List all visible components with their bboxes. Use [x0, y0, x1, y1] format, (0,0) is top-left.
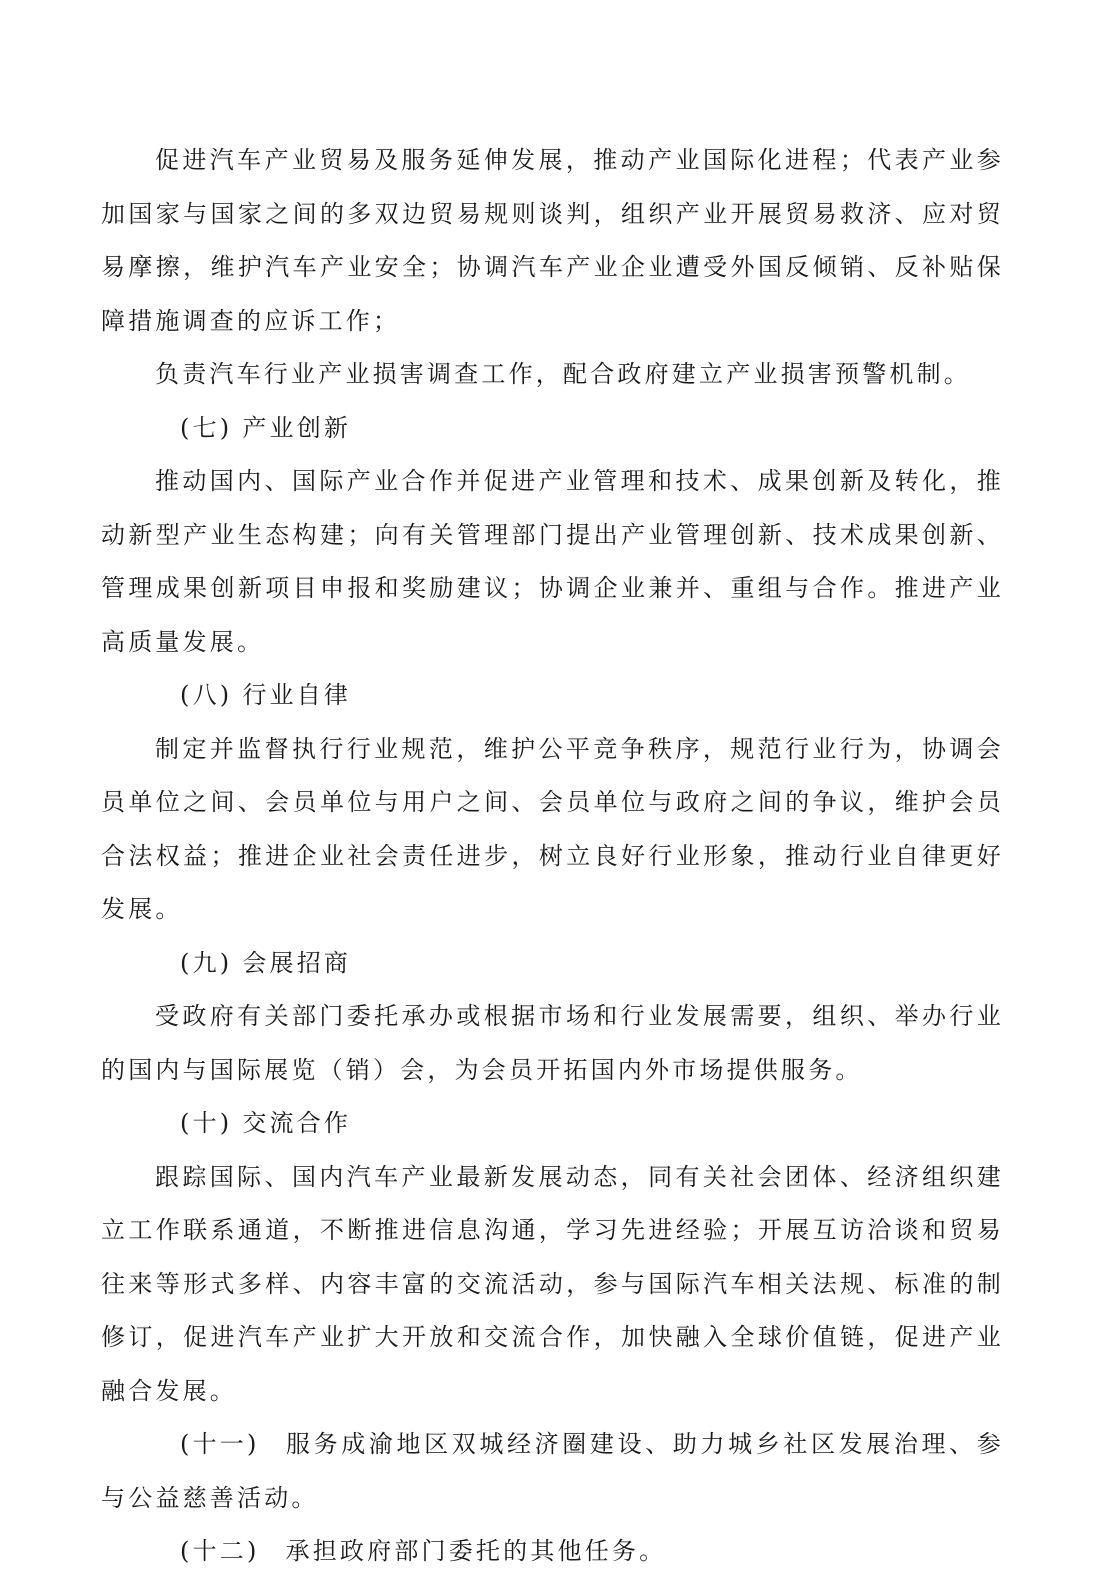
- paragraph-trade-development: 促进汽车产业贸易及服务延伸发展，推动产业国际化进程；代表产业参加国家与国家之间的多双边贸易规则谈判，组织产业开展贸易救济、应对贸易摩擦，维护汽车产业安全；协调汽车产业企业遭受外国反倾销、反补贴保障措施调查的应诉工作；: [101, 146, 1004, 335]
- section-title: 行业自律: [242, 681, 352, 709]
- paragraph-industry-self-discipline: 制定并监督执行行业规范，维护公平竞争秩序，规范行业行为，协调会员单位之间、会员单位与用户之间、会员单位与政府之间的争议，维护会员合法权益；推进企业社会责任进步，树立良好行业形象，推动行业自律更好发展。: [101, 734, 1004, 923]
- paragraph-industry-damage-investigation: 负责汽车行业产业损害调查工作，配合政府建立产业损害预警机制。: [155, 360, 971, 388]
- paragraph-exchange-cooperation: 跟踪国际、国内汽车产业最新发展动态，同有关社会团体、经济组织建立工作联系通道，不断推进信息沟通，学习先进经验；开展互访洽谈和贸易往来等形式多样、内容丰富的交流活动，参与国际汽车相关法规、标准的制修订，促进汽车产业扩大开放和交流合作，加快融入全球价值链，促进产业融合发展。: [101, 1162, 1004, 1405]
- section-number: (八): [180, 681, 233, 709]
- section-number: (十二): [180, 1537, 260, 1565]
- section-heading-8: [101, 669, 1004, 723]
- document-body: [101, 134, 1004, 1579]
- section-heading-11: [101, 1418, 1004, 1525]
- section-number: (十): [180, 1109, 233, 1137]
- section-heading-12: [101, 1525, 1004, 1579]
- section-heading-7: [101, 402, 1004, 456]
- section-heading-9: [101, 937, 1004, 991]
- paragraph-industry-innovation: 推动国内、国际产业合作并促进产业管理和技术、成果创新及转化，推动新型产业生态构建；向有关管理部门提出产业管理创新、技术成果创新、管理成果创新项目申报和奖励建议；协调企业兼并、重组与合作。推进产业高质量发展。: [101, 467, 1004, 656]
- section-number: (十一): [180, 1430, 260, 1458]
- section-title: 产业创新: [242, 413, 352, 442]
- section-title: 会展招商: [242, 948, 352, 977]
- section-number: (七): [180, 413, 233, 442]
- section-heading-10: [101, 1097, 1004, 1151]
- paragraph-exhibition-investment: 受政府有关部门委托承办或根据市场和行业发展需要，组织、举办行业的国内与国际展览（销）会，为会员开拓国内外市场提供服务。: [101, 1002, 1004, 1084]
- section-number: (九): [180, 948, 233, 977]
- section-title: 承担政府部门委托的其他任务。: [285, 1537, 667, 1565]
- section-title: 交流合作: [242, 1109, 352, 1137]
- section-title: 服务成渝地区双城经济圈建设、助力城乡社区发展治理、参与公益慈善活动。: [101, 1430, 1004, 1512]
